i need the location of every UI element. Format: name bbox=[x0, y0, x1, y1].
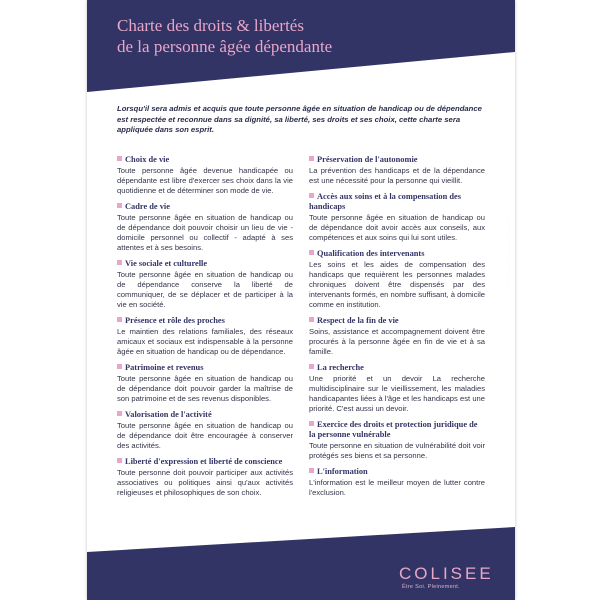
section-acces-soins bbox=[309, 192, 485, 243]
section-heading: Patrimoine et revenus bbox=[125, 363, 204, 372]
section-heading: Présence et rôle des proches bbox=[125, 316, 225, 325]
footer-band bbox=[87, 527, 515, 600]
left-column bbox=[117, 155, 293, 504]
section-vie-sociale bbox=[117, 259, 293, 310]
bullet-square-icon bbox=[309, 317, 314, 322]
section-recherche bbox=[309, 363, 485, 414]
section-liberte-expression bbox=[117, 457, 293, 498]
bullet-square-icon bbox=[309, 421, 314, 426]
intro-text: Lorsqu'il sera admis et acquis que toute personne âgée en situation de handicap ou de dépendance est respectée et reconnue dans sa dignité, sa liberté, ses droits et ses choix, cette charte sera appliquée dans son esprit. bbox=[117, 104, 482, 135]
bullet-square-icon bbox=[309, 193, 314, 198]
section-choix-de-vie bbox=[117, 155, 293, 196]
section-heading: Respect de la fin de vie bbox=[317, 316, 399, 325]
colisee-logo: COLISEE bbox=[399, 564, 494, 583]
section-body: Toute personne âgée en situation de handicap ou de dépendance conserve la liberté de communiquer, de se déplacer et de participer à la vie en société. bbox=[117, 270, 293, 309]
section-body: Toute personne doit pouvoir participer aux activités associatives ou politiques ainsi qu'aux activités religieuses et philosophiques de son choix. bbox=[117, 468, 293, 497]
section-protection-juridique bbox=[309, 420, 485, 461]
section-body: Toute personne âgée en situation de handicap ou de dépendance doit pouvoir garder la maîtrise de son patrimoine et de ses revenus disponibles. bbox=[117, 374, 293, 403]
section-qualification bbox=[309, 249, 485, 310]
section-information bbox=[309, 467, 485, 498]
section-body: Toute personne âgée devenue handicapée ou dépendante est libre d'exercer ses choix dans la vie quotidienne et de déterminer son mode de vie. bbox=[117, 166, 293, 195]
section-heading: Valorisation de l'activité bbox=[125, 410, 212, 419]
section-fin-de-vie bbox=[309, 316, 485, 357]
section-body: Les soins et les aides de compensation des handicaps que requièrent les personnes malades chroniques doivent être dispensés par des intervenants formés, en nombre suffisant, à domicile comme en institution. bbox=[309, 260, 485, 309]
section-body: Toute personne en situation de vulnérabilité doit voir protégés ses biens et sa personne. bbox=[309, 441, 485, 460]
bullet-square-icon bbox=[117, 458, 122, 463]
section-presence-proches bbox=[117, 316, 293, 357]
section-heading: Vie sociale et culturelle bbox=[125, 259, 208, 268]
bullet-square-icon bbox=[309, 468, 314, 473]
section-patrimoine bbox=[117, 363, 293, 404]
header-diagonal bbox=[87, 52, 515, 92]
bullet-square-icon bbox=[117, 156, 122, 161]
side-fine-print: · · · · · · · · · · · · · · · · · · · · · · · · · · · · · · · · · · · · bbox=[506, 220, 510, 286]
section-body: Le maintien des relations familiales, des réseaux amicaux et sociaux est indispensable à la personne âgée en situation de handicap ou de dépendance. bbox=[117, 327, 293, 356]
section-heading: Cadre de vie bbox=[125, 202, 170, 211]
page-title bbox=[117, 15, 332, 57]
section-body: Soins, assistance et accompagnement doivent être procurés à la personne âgée en fin de vie et à sa famille. bbox=[309, 327, 485, 356]
section-heading: Liberté d'expression et liberté de conscience bbox=[125, 457, 283, 466]
section-heading: L'information bbox=[317, 467, 368, 476]
section-valorisation bbox=[117, 410, 293, 451]
section-cadre-de-vie bbox=[117, 202, 293, 253]
section-heading: La recherche bbox=[317, 363, 364, 372]
section-body: Une priorité et un devoir La recherche multidisciplinaire sur le vieillissement, les maladies handicapantes liées à l'âge et les handicaps est une priorité. C'est aussi un devoir. bbox=[309, 374, 485, 413]
charter-poster bbox=[87, 0, 515, 600]
bullet-square-icon bbox=[117, 317, 122, 322]
section-body: L'information est le meilleur moyen de lutter contre l'exclusion. bbox=[309, 478, 485, 497]
section-body: Toute personne âgée en situation de handicap ou de dépendance doit être encouragée à conserver des activités. bbox=[117, 421, 293, 450]
section-heading: Qualification des intervenants bbox=[317, 249, 425, 258]
bullet-square-icon bbox=[309, 250, 314, 255]
section-heading: Accès aux soins et à la compensation des handicaps bbox=[309, 192, 462, 211]
section-heading: Exercice des droits et protection juridique de la personne vulnérable bbox=[309, 420, 478, 439]
title-line-1: Charte des droits & libertés bbox=[117, 16, 304, 35]
section-body: Toute personne âgée en situation de handicap ou de dépendance doit pouvoir choisir un lieu de vie - domicile personnel ou collectif - adapté à ses attentes et à ses besoins. bbox=[117, 213, 293, 252]
tagline: Être Soi. Pleinement. bbox=[402, 584, 460, 590]
right-column bbox=[309, 155, 485, 504]
section-body: La prévention des handicaps et de la dépendance est une nécessité pour la personne qui vieillit. bbox=[309, 166, 485, 185]
bullet-square-icon bbox=[117, 260, 122, 265]
title-line-2: de la personne âgée dépendante bbox=[117, 37, 333, 56]
section-autonomie bbox=[309, 155, 485, 186]
section-heading: Préservation de l'autonomie bbox=[317, 155, 418, 164]
bullet-square-icon bbox=[309, 156, 314, 161]
section-body: Toute personne âgée en situation de handicap ou de dépendance doit avoir accès aux conseils, aux compétences et aux soins qui lui sont utiles. bbox=[309, 213, 485, 242]
bullet-square-icon bbox=[117, 364, 122, 369]
section-heading: Choix de vie bbox=[125, 155, 170, 164]
bullet-square-icon bbox=[117, 203, 122, 208]
footer-diagonal bbox=[87, 527, 515, 552]
bullet-square-icon bbox=[309, 364, 314, 369]
bullet-square-icon bbox=[117, 411, 122, 416]
